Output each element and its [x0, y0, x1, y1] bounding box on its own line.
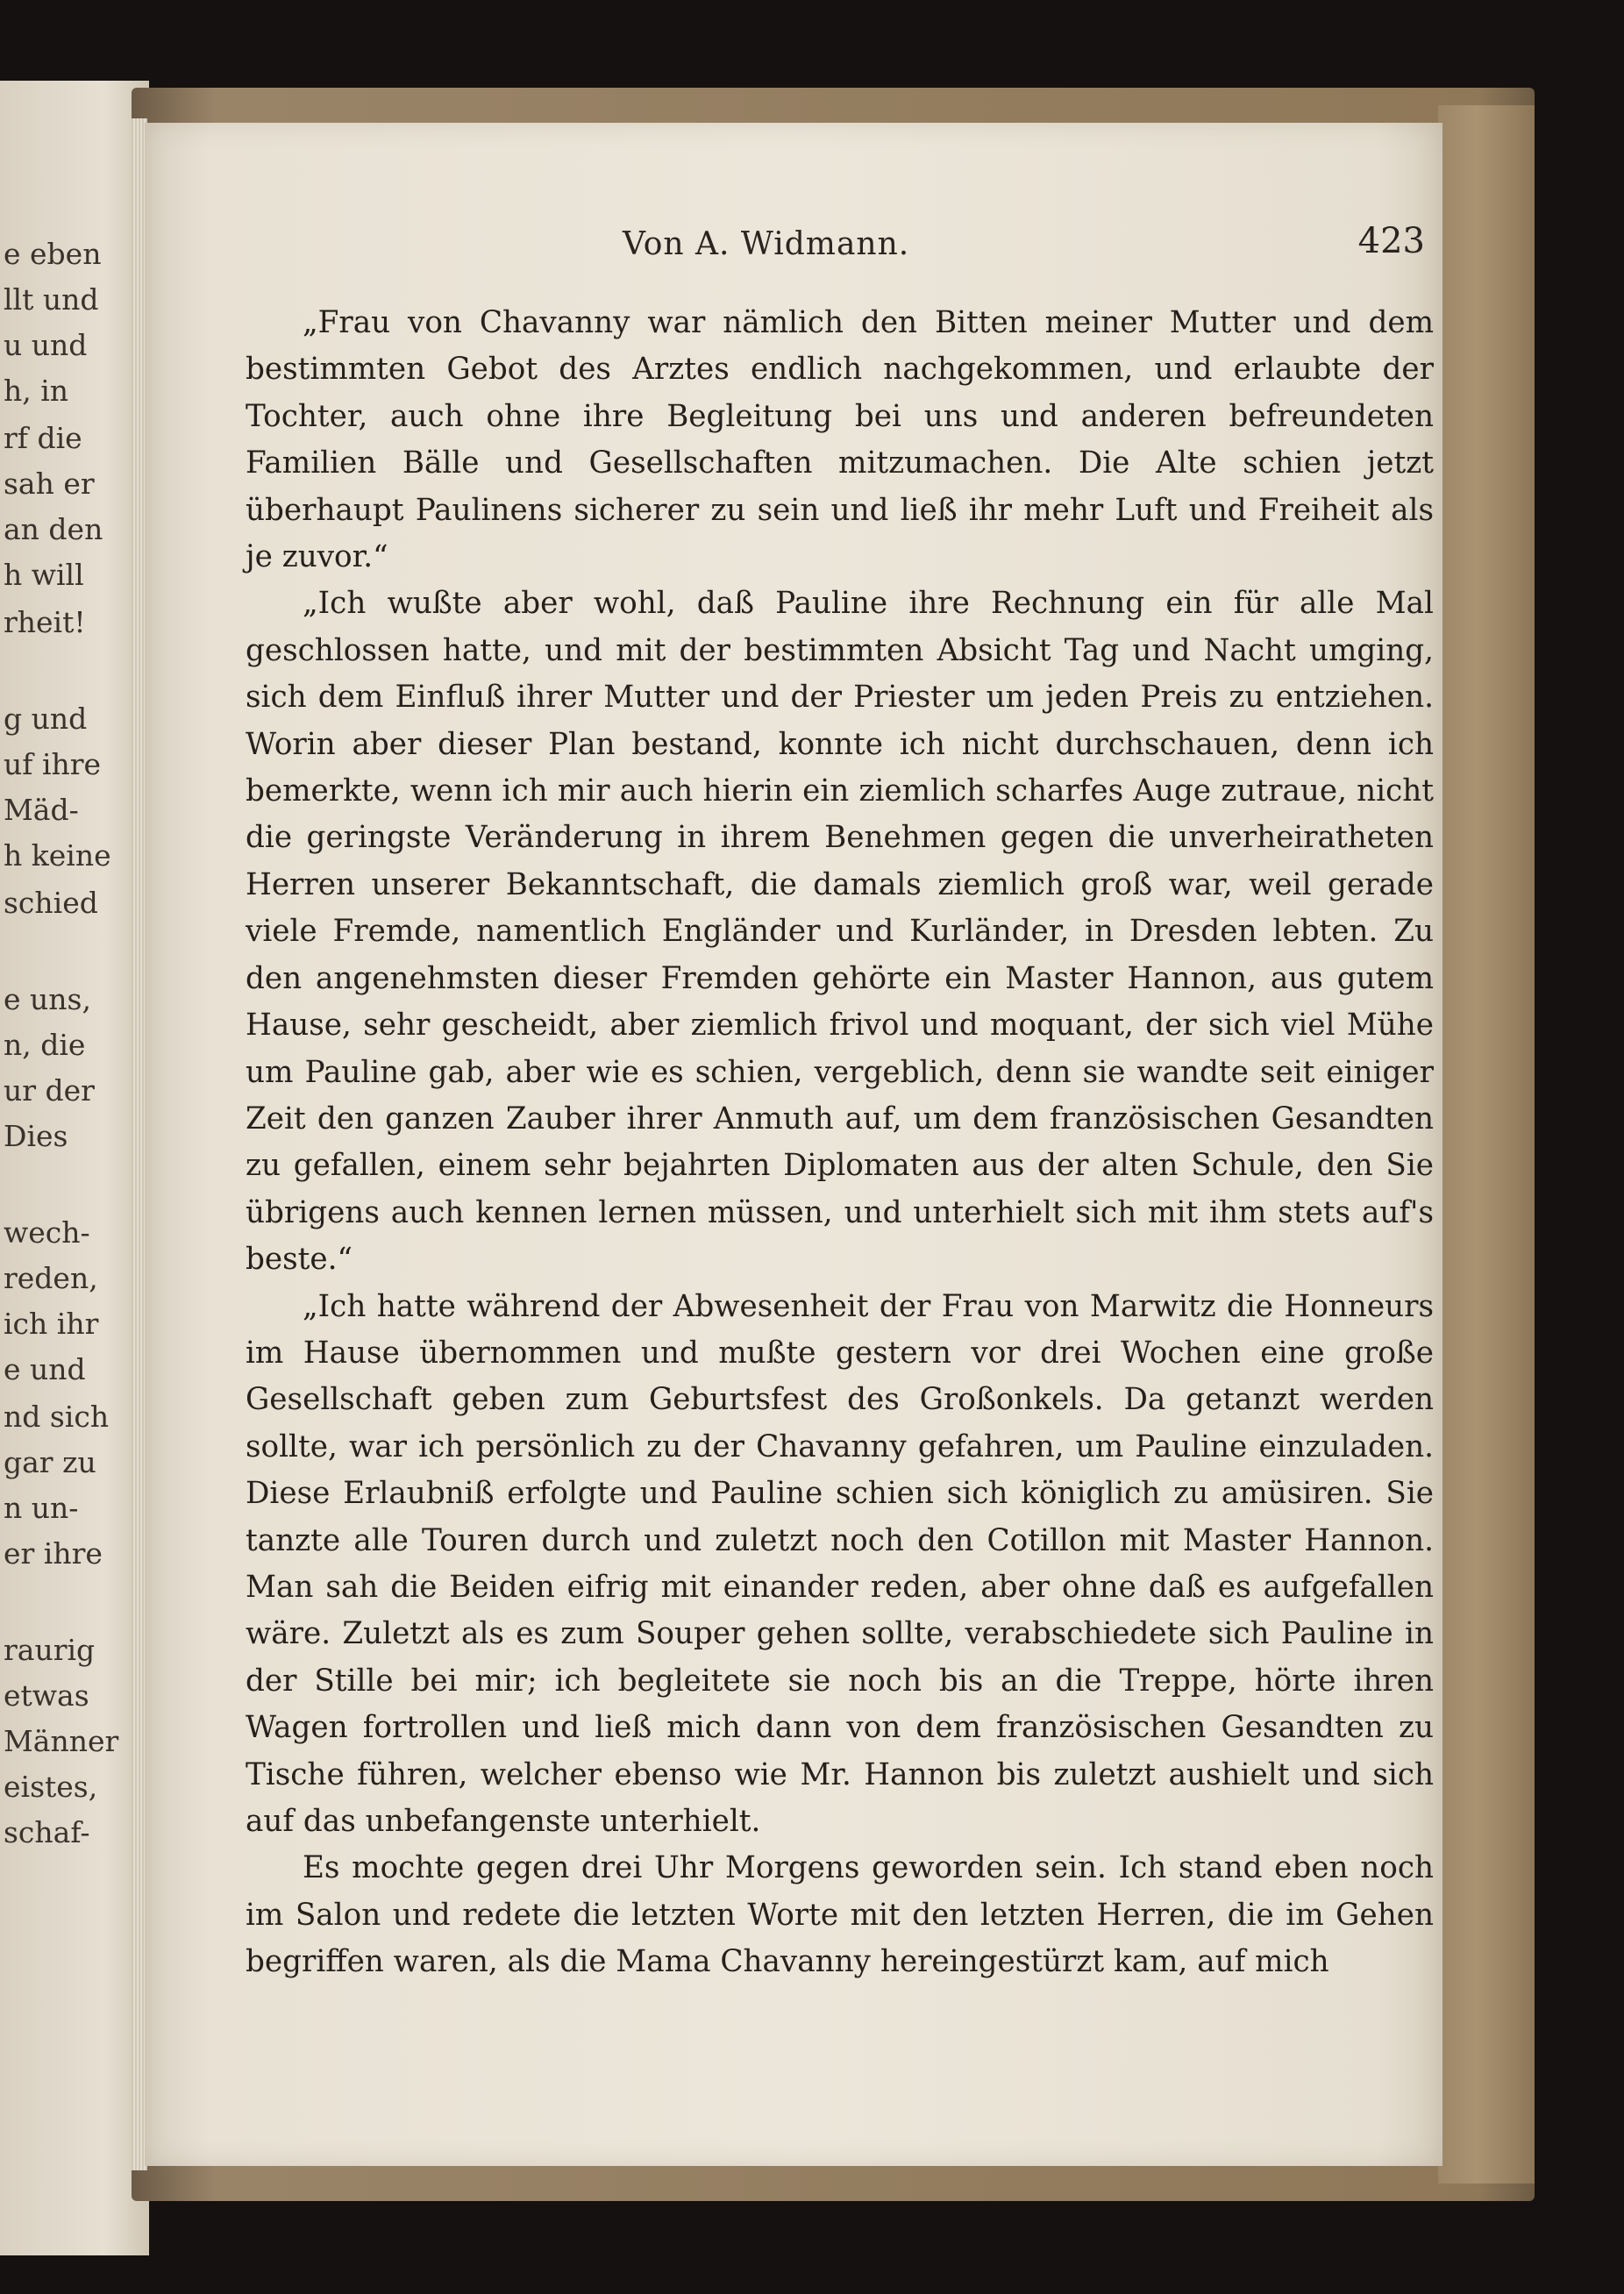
paragraph: „Ich hatte während der Abwesenheit der Frau von Marwitz die Honneurs im Hause übernommen und mußte gestern vor drei Wochen eine große Gesellschaft geben zum Geburtsfest des Großonkels. Da getanzt werden sollte, war ich persönlich zu der Chavanny gefahren, um Pauline einzuladen. Diese Erlaubniß erfolgte und Pauline schien sich königlich zu amüsiren. Sie tanzte alle Touren durch und zuletzt noch den Cotillon mit Master Hannon. Man sah die Beiden eifrig mit einander reden, aber ohne daß es aufgefallen wäre. Zuletzt als es zum Souper gehen sollte, verabschiedete sich Pauline in der Stille bei mir; ich begleitete sie noch bis an die Treppe, hörte ihren Wagen fortrollen und ließ mich dann von dem französischen Gesandten zu Tische führen, welcher ebenso wie Mr. Hannon bis zuletzt aushielt und sich auf das unbefangenste unterhielt.: [246, 1288, 1434, 1839]
paragraph: Es mochte gegen drei Uhr Morgens geworden sein. Ich stand eben noch im Salon und redete die letzten Worte mit den letzten Herren, die im Gehen begriffen waren, als die Mama Chavanny hereingestürzt kam, auf mich: [246, 1850, 1434, 1980]
left-page-fragment: ich ihr: [4, 1307, 99, 1341]
left-page-fragment: sah er: [4, 467, 95, 501]
left-page-fragment: schied: [4, 886, 98, 920]
book-cover-edge: [1438, 105, 1535, 2184]
left-page-fragment: e und: [4, 1352, 86, 1386]
left-page-fragment: Männer: [4, 1724, 119, 1758]
left-page-fragment: u und: [4, 328, 88, 362]
left-page-fragment: wech-: [4, 1215, 90, 1250]
left-page-fragment: h keine: [4, 838, 111, 873]
left-page-fragment: eistes,: [4, 1770, 98, 1804]
book-page: [145, 123, 1442, 2166]
left-page-fragment: reden,: [4, 1261, 98, 1295]
left-page-fragment: er ihre: [4, 1536, 103, 1571]
left-page-fragment: g und: [4, 702, 88, 736]
paragraph: „Ich wußte aber wohl, daß Pauline ihre Rechnung ein für alle Mal geschlossen hatte, und mit der bestimmten Absicht Tag und Nacht umging, sich dem Einfluß ihrer Mutter und der Priester um jeden Preis zu entziehen. Worin aber dieser Plan bestand, konnte ich nicht durchschauen, denn ich bemerkte, wenn ich mir auch hierin ein ziemlich scharfes Auge zutraue, nicht die geringste Veränderung in ihrem Benehmen gegen die unverheiratheten Herren unserer Bekanntschaft, die damals ziemlich groß war, weil gerade viele Fremde, namentlich Engländer und Kurländer, in Dresden lebten. Zu den angenehmsten dieser Fremden gehörte ein Master Hannon, aus gutem Hause, sehr gescheidt, aber ziemlich frivol und moquant, der sich viel Mühe um Pauline gab, aber wie es schien, vergeblich, denn sie wandte seit einiger Zeit den ganzen Zauber ihrer Anmuth auf, um dem französischen Gesandten zu gefallen, einem sehr bejahrten Diplomaten aus der alten Schule, den Sie übrigens auch kennen lernen müssen, und unterhielt sich mit ihm stets auf's beste.“: [246, 586, 1434, 1278]
left-page-fragment: Mäd-: [4, 793, 79, 827]
left-page-fragment: h, in: [4, 374, 69, 408]
left-page-fragment: ur der: [4, 1073, 95, 1108]
paragraph: „Frau von Chavanny war nämlich den Bitten meiner Mutter und dem bestimmten Gebot des Arztes endlich nachgekommen, und erlaubte der Tochter, auch ohne ihre Begleitung bei uns und anderen befreundeten Familien Bälle und Gesellschaften mitzumachen. Die Alte schien jetzt überhaupt Paulinens sicherer zu sein und ließ ihr mehr Luft und Freiheit als je zuvor.“: [246, 305, 1434, 575]
left-page-fragment: gar zu: [4, 1445, 96, 1479]
left-page-fragment: an den: [4, 512, 103, 546]
left-page-fragment: llt und: [4, 282, 99, 317]
page-number: 423: [1357, 221, 1425, 261]
left-page-fragment: e eben: [4, 237, 102, 271]
facing-page-left: [0, 81, 149, 2255]
left-page-fragment: raurig: [4, 1633, 96, 1667]
left-page-fragment: e uns,: [4, 982, 91, 1016]
left-page-fragment: h will: [4, 558, 84, 592]
left-page-fragment: etwas: [4, 1678, 89, 1713]
body-text: [246, 300, 1434, 1986]
left-page-fragment: schaf-: [4, 1815, 90, 1849]
running-head: Von A. Widmann.: [623, 226, 910, 262]
left-page-fragment: uf ihre: [4, 747, 102, 781]
left-page-fragment: n un-: [4, 1491, 79, 1525]
left-page-fragment: nd sich: [4, 1400, 110, 1434]
left-page-fragment: rf die: [4, 421, 82, 455]
left-page-fragment: n, die: [4, 1028, 86, 1062]
left-page-fragment: Dies: [4, 1119, 68, 1153]
left-page-fragment: rheit!: [4, 605, 86, 639]
